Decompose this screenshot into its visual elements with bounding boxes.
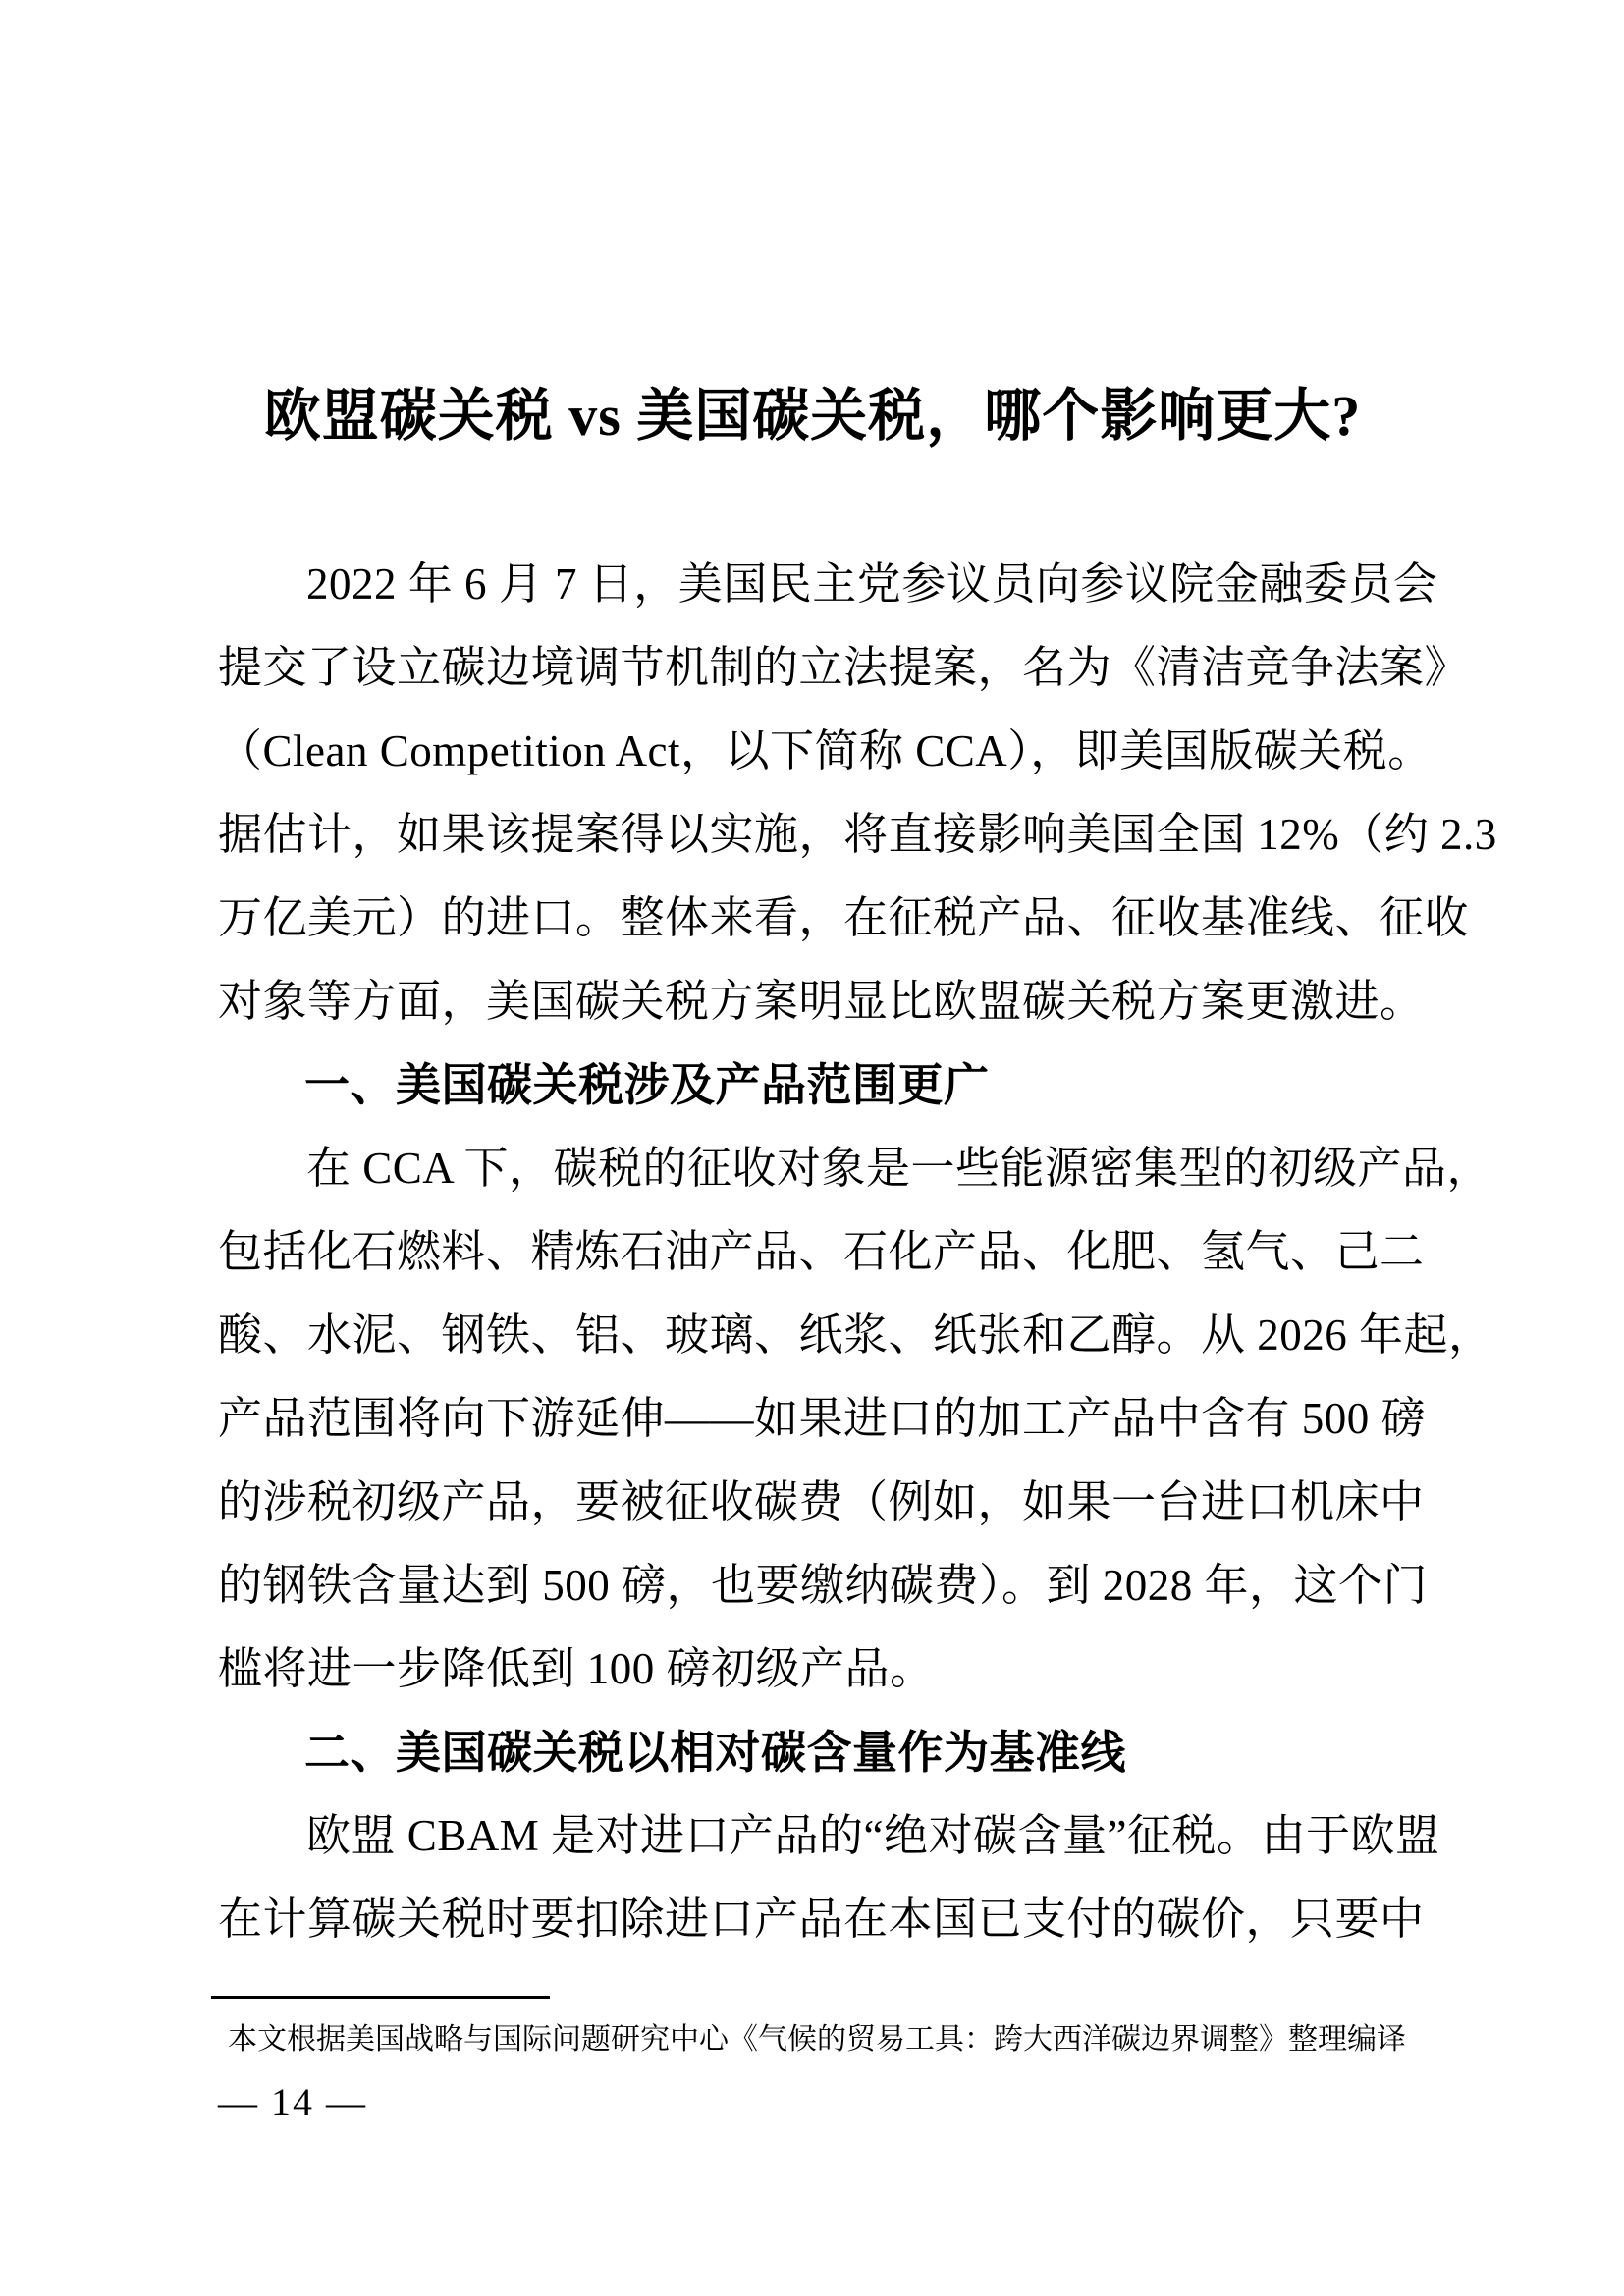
paragraph-section-2 — [218, 1794, 1440, 1961]
body-line: 酸、水泥、钢铁、铝、玻璃、纸浆、纸张和乙醇。从 2026 年起， — [218, 1310, 1493, 1360]
footnote-text: 本文根据美国战略与国际问题研究中心《气候的贸易工具：跨大西洋碳边界调整》整理编译 — [228, 2023, 1406, 2056]
body-line: 据估计，如果该提案得以实施，将直接影响美国全国 12%（约 2.3 — [218, 810, 1497, 859]
body-line: 在计算碳关税时要扣除进口产品在本国已支付的碳价，只要中 — [218, 1895, 1425, 1944]
paragraph-section-1 — [218, 1127, 1493, 1711]
body-line: 槛将进一步降低到 100 磅初级产品。 — [218, 1644, 935, 1693]
paragraph-intro — [218, 543, 1497, 1043]
body-line: 的涉税初级产品，要被征收碳费（例如，如果一台进口机床中 — [218, 1477, 1425, 1526]
document-title: 欧盟碳关税 vs 美国碳关税，哪个影响更大? — [263, 384, 1362, 448]
body-column — [218, 543, 1497, 1961]
body-line: 提交了设立碳边境调节机制的立法提案，名为《清洁竞争法案》 — [218, 643, 1470, 692]
body-line: 的钢铁含量达到 500 磅，也要缴纳碳费）。到 2028 年，这个门 — [218, 1561, 1429, 1610]
body-line: 在 CCA 下，碳税的征收对象是一些能源密集型的初级产品， — [306, 1144, 1492, 1193]
page-number: — 14 — — [218, 2080, 367, 2124]
body-line: 产品范围将向下游延伸——如果进口的加工产品中含有 500 磅 — [218, 1394, 1427, 1443]
section-heading-2: 二、美国碳关税以相对碳含量作为基准线 — [304, 1727, 1126, 1778]
section-heading-1: 一、美国碳关税涉及产品范围更广 — [304, 1059, 990, 1110]
body-line: （Clean Competition Act，以下简称 CCA），即美国版碳关税。 — [218, 726, 1433, 775]
body-line: 包括化石燃料、精炼石油产品、石化产品、化肥、氢气、己二 — [218, 1227, 1425, 1276]
body-line: 2022 年 6 月 7 日，美国民主党参议员向参议院金融委员会 — [306, 560, 1438, 609]
body-line: 对象等方面，美国碳关税方案明显比欧盟碳关税方案更激进。 — [218, 977, 1425, 1026]
footnote-separator-rule — [211, 1996, 550, 1999]
body-line: 欧盟 CBAM 是对进口产品的“绝对碳含量”征税。由于欧盟 — [306, 1811, 1440, 1860]
body-line: 万亿美元）的进口。整体来看，在征税产品、征收基准线、征收 — [218, 893, 1470, 942]
